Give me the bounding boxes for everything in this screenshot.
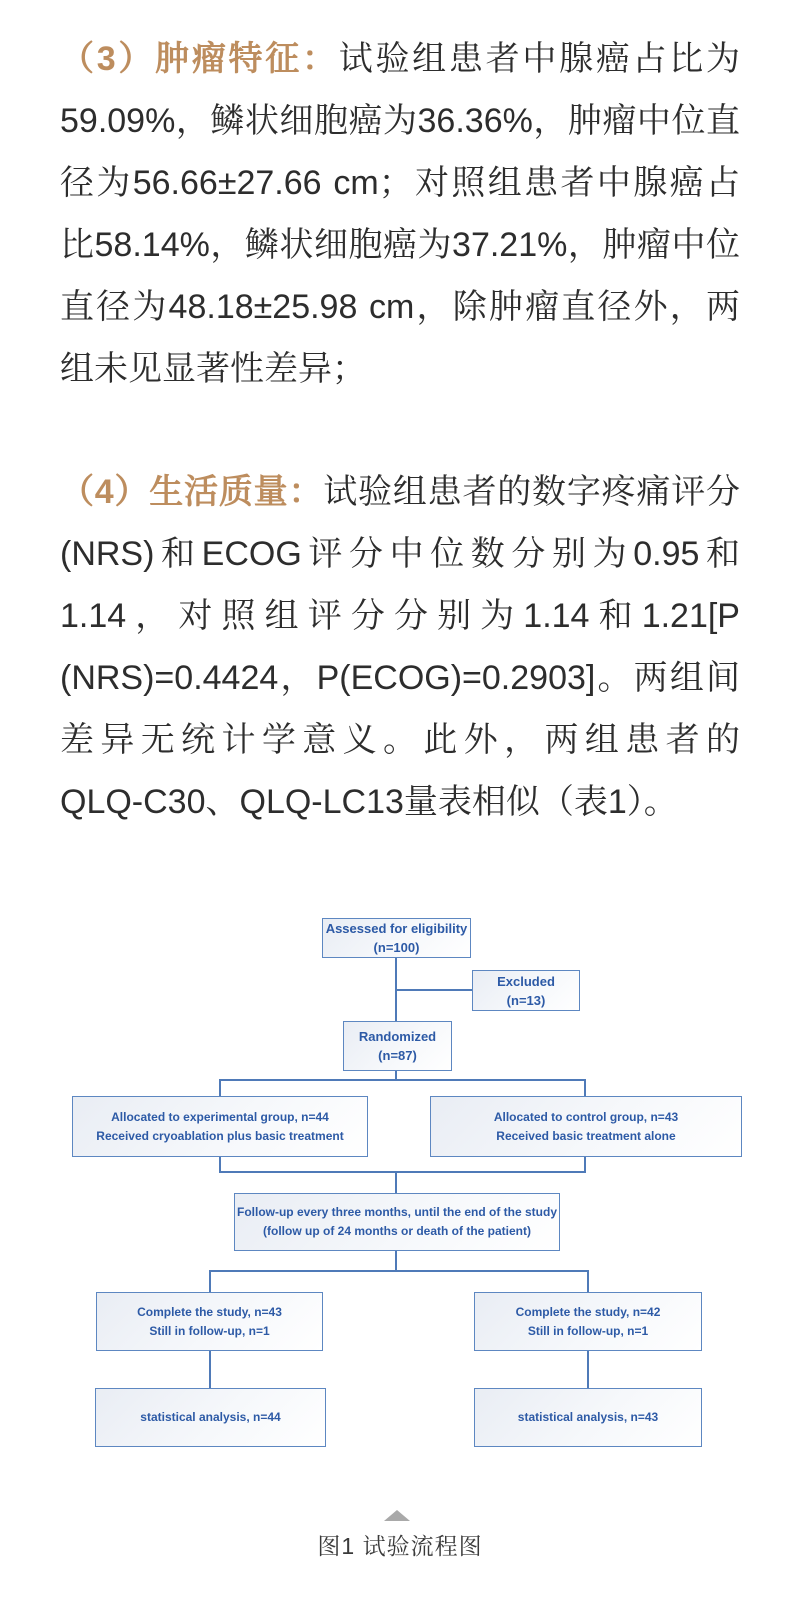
flow-box-followup (234, 1193, 560, 1251)
flow-box-statistical-control (474, 1388, 702, 1447)
text-line: 比58.14%，鳞状细胞癌为37.21%，肿瘤中位 (60, 226, 740, 264)
flow-box-text: (n=100) (373, 940, 420, 955)
collapse-triangle-icon (384, 1510, 410, 1521)
flow-box-assessed (322, 918, 471, 958)
flow-box-text: statistical analysis, n=43 (517, 1410, 659, 1424)
connector-line (209, 1270, 211, 1292)
text-line: QLQ-C30、QLQ-LC13量表相似（表1）。 (60, 783, 678, 821)
flow-box-complete-control (474, 1292, 702, 1351)
connector-line (395, 1251, 397, 1272)
flow-box-text: (n=13) (506, 992, 546, 1008)
text-line: 径为56.66±27.66 cm；对照组患者中腺癌占 (60, 164, 740, 202)
flow-box-allocated-experimental (72, 1096, 368, 1157)
connector-line (396, 989, 472, 991)
flow-box-text: Allocated to experimental group, n=44 (111, 1109, 329, 1124)
text-line: (NRS)=0.4424，P(ECOG)=0.2903]。两组间 (60, 659, 740, 697)
flow-box-allocated-control (430, 1096, 742, 1157)
flow-box-randomized (343, 1021, 452, 1071)
connector-line (395, 1171, 397, 1193)
flow-box-text: Assessed for eligibility (325, 921, 468, 936)
paragraph-label: （4）生活质量： (60, 473, 324, 511)
flow-box-text: Complete the study, n=43 (137, 1304, 282, 1319)
flow-box-complete-experimental (96, 1292, 323, 1351)
flow-box-text: Complete the study, n=42 (515, 1304, 661, 1319)
text-line: 组未见显著性差异； (60, 350, 366, 388)
text-line (60, 461, 740, 523)
connector-line (587, 1270, 589, 1292)
flow-box-text: (follow up of 24 months or death of the patient) (263, 1224, 531, 1238)
paragraph-label: （3）肿瘤特征： (60, 40, 339, 78)
flow-box-text: statistical analysis, n=44 (140, 1410, 281, 1424)
text-line (60, 28, 740, 90)
paragraph-quality-of-life (60, 461, 740, 833)
paragraph-text: 试验组患者中腺癌占比为 (338, 40, 740, 78)
flow-box-statistical-experimental (95, 1388, 326, 1447)
flow-box-text: Still in follow-up, n=1 (527, 1323, 649, 1338)
text-line: 1.14，对照组评分分别为1.14和1.21[P (60, 597, 740, 635)
connector-line (219, 1079, 221, 1096)
paragraph-tumor-characteristics (60, 28, 740, 400)
flow-box-text: Follow-up every three months, until the end of the study (236, 1205, 557, 1219)
text-line: 59.09%，鳞状细胞癌为36.36%，肿瘤中位直 (60, 102, 740, 140)
paragraph-text: 试验组患者的数字疼痛评分 (323, 473, 740, 511)
connector-line (219, 1171, 586, 1173)
flow-box-text: Still in follow-up, n=1 (149, 1323, 270, 1338)
flow-box-text: (n=87) (378, 1048, 417, 1063)
flow-box-text: Randomized (358, 1029, 437, 1044)
flow-box-text: Excluded (497, 973, 555, 989)
flow-box-text: Received basic treatment alone (496, 1128, 676, 1143)
connector-line (587, 1351, 589, 1388)
flow-box-text: Received cryoablation plus basic treatment (96, 1128, 344, 1143)
connector-line (584, 1079, 586, 1096)
text-line: (NRS)和ECOG评分中位数分别为0.95和 (60, 535, 740, 573)
connector-line (219, 1079, 586, 1081)
flow-box-excluded (472, 970, 580, 1011)
flow-box-text: Allocated to control group, n=43 (493, 1109, 679, 1124)
text-line: 差异无统计学意义。此外，两组患者的 (60, 721, 740, 759)
figure-caption: 图1 试验流程图 (317, 1533, 483, 1559)
connector-line (209, 1351, 211, 1388)
connector-line (209, 1270, 589, 1272)
text-line: 直径为48.18±25.98 cm，除肿瘤直径外，两 (60, 288, 740, 326)
